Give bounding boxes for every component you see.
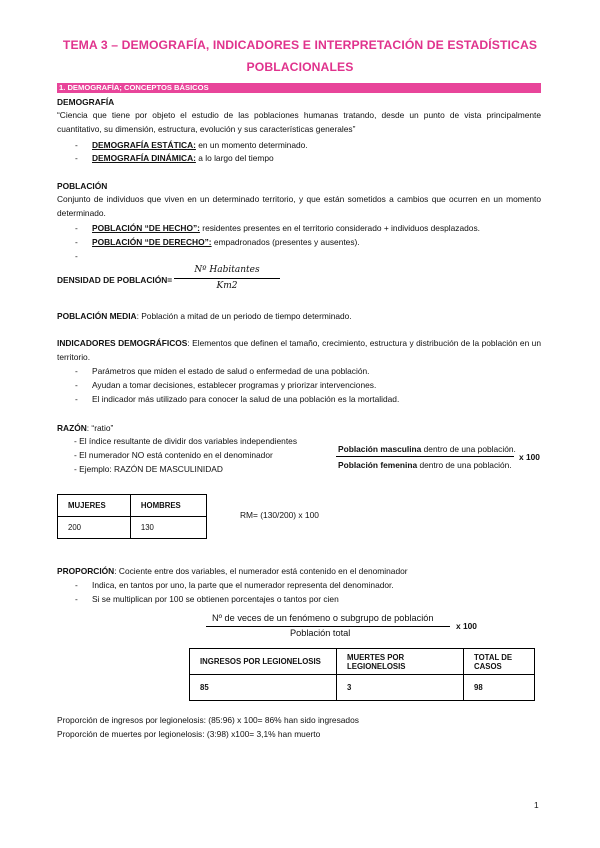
poblacion-heading: POBLACIÓN — [57, 181, 108, 191]
fraction-line — [206, 626, 450, 627]
demografia-item-dinamica: DEMOGRAFÍA DINÁMICA: a lo largo del tiempo — [92, 153, 274, 163]
bullet-dash: - — [75, 223, 78, 233]
proporcion-item: Si se multiplican por 100 se obtienen porcentajes o tantos por cien — [92, 594, 339, 604]
razon-result: RM= (130/200) x 100 — [240, 510, 319, 520]
bullet-dash: - — [75, 366, 78, 376]
table-cell: 130 — [130, 517, 206, 539]
demografia-heading: DEMOGRAFÍA — [57, 97, 115, 107]
bullet-dash: - — [75, 237, 78, 247]
bullet-dash: - — [75, 580, 78, 590]
bullet-dash: - — [75, 153, 78, 163]
razon-formula-multiplier: x 100 — [519, 452, 540, 462]
poblacion-media: POBLACIÓN MEDIA: Población a mitad de un periodo de tiempo determinado. — [57, 311, 352, 321]
poblacion-item-derecho: POBLACIÓN “DE DERECHO”: empadronados (presentes y ausentes). — [92, 237, 360, 247]
poblacion-empty-bullet: - — [75, 251, 78, 261]
table-header-cell: INGRESOS POR LEGIONELOSIS — [190, 649, 337, 675]
table-cell: 3 — [337, 675, 464, 701]
page-title: TEMA 3 – DEMOGRAFÍA, INDICADORES E INTERPRETACIÓN DE ESTADÍSTICAS — [62, 38, 538, 52]
densidad-denominator: Km2 — [216, 281, 238, 291]
indicadores-definition: INDICADORES DEMOGRÁFICOS: Elementos que definen el tamaño, crecimiento, estructura y distribución de la población en un territorio. — [57, 338, 541, 362]
proporcion-item: Indica, en tantos por uno, la parte que el numerador representa del denominador. — [92, 580, 394, 590]
fraction-line — [336, 456, 514, 457]
proporcion-table — [189, 648, 535, 701]
table-header-cell: TOTAL DE CASOS — [464, 649, 535, 675]
razon-item: - Ejemplo: RAZÓN DE MASCULINIDAD — [74, 464, 223, 474]
razon-heading: RAZÓN: “ratio” — [57, 423, 114, 433]
bullet-dash: - — [75, 140, 78, 150]
razon-item: - El numerador NO está contenido en el denominador — [74, 450, 273, 460]
table-header-cell: MUERTES POR LEGIONELOSIS — [337, 649, 464, 675]
razon-formula-denominator: Población femenina dentro de una población. — [338, 460, 512, 470]
table-cell: 200 — [58, 517, 131, 539]
densidad-label: DENSIDAD DE POBLACIÓN= — [57, 275, 173, 285]
table-cell: 98 — [464, 675, 535, 701]
section-header: 1. DEMOGRAFÍA; CONCEPTOS BÁSICOS — [57, 83, 541, 93]
densidad-numerator: Nº Habitantes — [194, 265, 260, 275]
proporcion-result: Proporción de ingresos por legionelosis: (85:96) x 100= 86% han sido ingresados — [57, 715, 359, 725]
table-header-cell: MUJERES — [58, 495, 131, 517]
fraction-line — [174, 278, 280, 279]
razon-formula-numerator: Población masculina dentro de una población. — [338, 444, 516, 454]
demografia-item-estatica: DEMOGRAFÍA ESTÁTICA: en un momento determinado. — [92, 140, 308, 150]
table-header-cell: HOMBRES — [130, 495, 206, 517]
proporcion-heading: PROPORCIÓN: Cociente entre dos variables, el numerador está contenido en el denominador — [57, 566, 408, 576]
bullet-dash: - — [75, 380, 78, 390]
indicadores-item: El indicador más utilizado para conocer la salud de una población es la mortalidad. — [92, 394, 400, 404]
indicadores-item: Parámetros que miden el estado de salud o enfermedad de una población. — [92, 366, 370, 376]
bullet-dash: - — [75, 394, 78, 404]
proporcion-formula-multiplier: x 100 — [456, 621, 477, 631]
demografia-definition: “Ciencia que tiene por objeto el estudio de las poblaciones humanas tratando, desde un punto de vista principalmente cuantitativo, su dimensión, estructura, evolución y sus características generales” — [57, 110, 541, 134]
proporcion-formula-denominator: Población total — [290, 628, 351, 638]
razon-table — [57, 494, 207, 539]
proporcion-formula-numerator: Nº de veces de un fenómeno o subgrupo de población — [212, 613, 434, 623]
page-title-line2: POBLACIONALES — [246, 60, 354, 74]
poblacion-item-hecho: POBLACIÓN “DE HECHO”: residentes presentes en el territorio considerado + individuos desplazados. — [92, 223, 480, 233]
proporcion-result: Proporción de muertes por legionelosis: (3:98) x100= 3,1% han muerto — [57, 729, 321, 739]
page-number: 1 — [534, 800, 539, 810]
poblacion-definition: Conjunto de individuos que viven en un determinado territorio, y que están sometidos a cambios que ocurren en un momento determinado. — [57, 194, 541, 218]
razon-item: - El índice resultante de dividir dos variables independientes — [74, 436, 298, 446]
table-cell: 85 — [190, 675, 337, 701]
bullet-dash: - — [75, 594, 78, 604]
indicadores-item: Ayudan a tomar decisiones, establecer programas y priorizar intervenciones. — [92, 380, 377, 390]
